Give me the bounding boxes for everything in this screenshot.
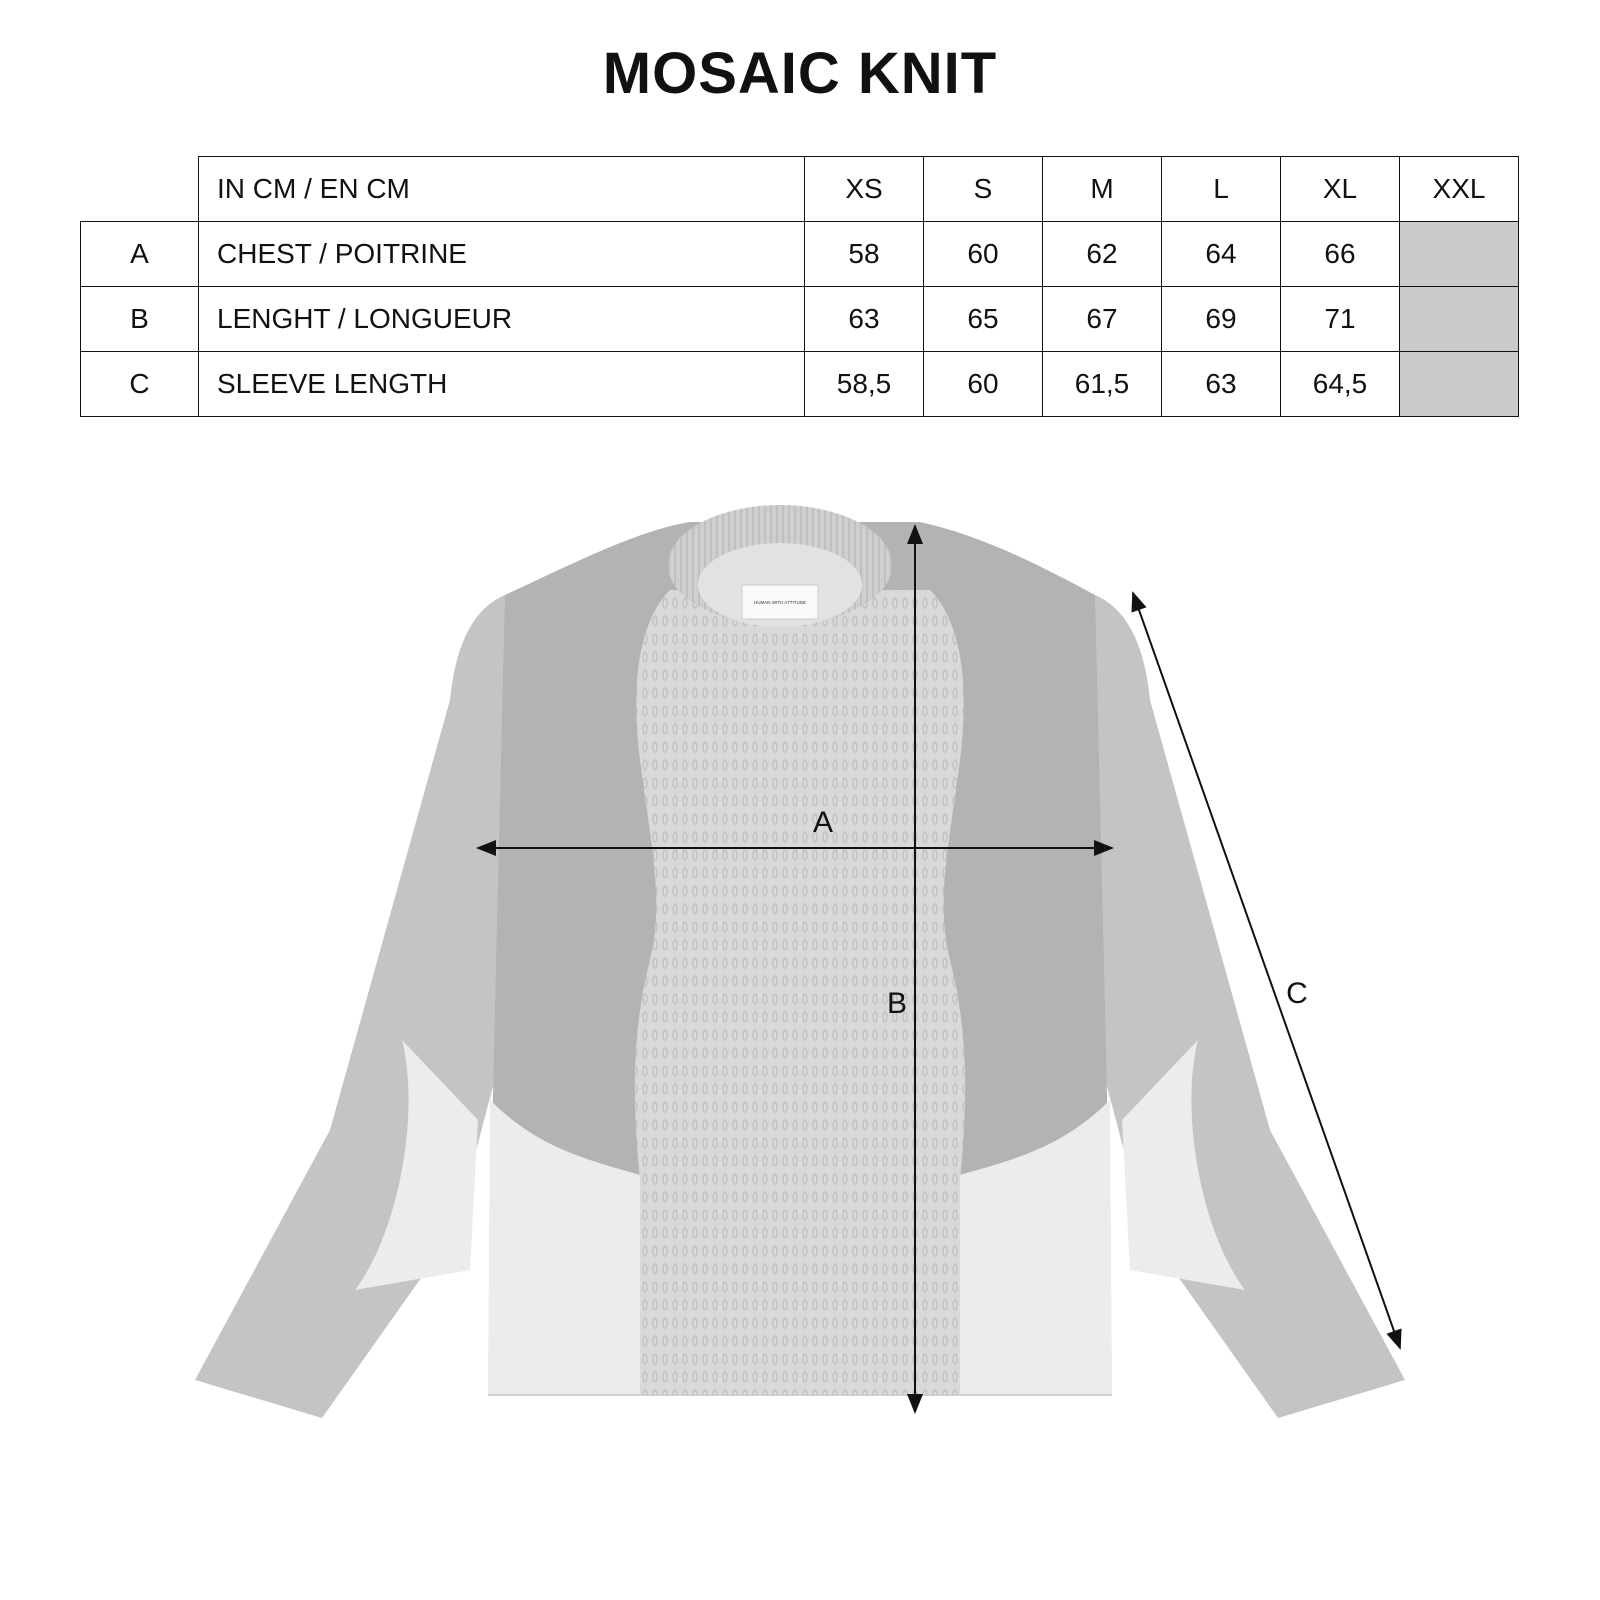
sweater-measurement-diagram [0,480,1600,1480]
size-header-s: S [924,157,1043,222]
row-label: SLEEVE LENGTH [199,352,805,417]
row-code: C [81,352,199,417]
table-cell: 60 [924,352,1043,417]
table-cell: 58 [805,222,924,287]
table-cell: 61,5 [1043,352,1162,417]
measurement-label-a: A [812,806,834,839]
row-code: B [81,287,199,352]
left-sleeve [195,595,505,1418]
size-header-xl: XL [1281,157,1400,222]
table-cell: 62 [1043,222,1162,287]
page-title: MOSAIC KNIT [602,41,998,106]
measurement-label-c: C [1286,977,1308,1010]
table-cell: 65 [924,287,1043,352]
row-label: LENGHT / LONGUEUR [199,287,805,352]
table-corner [81,157,199,222]
row-code: A [81,222,199,287]
table-cell: 67 [1043,287,1162,352]
table-cell: 64,5 [1281,352,1400,417]
neck-label-text: HUMAN WITH ATTITUDE [754,600,806,605]
size-header-xs: XS [805,157,924,222]
table-row [81,352,1519,417]
table-cell: 58,5 [805,352,924,417]
table-cell: 64 [1162,222,1281,287]
measurement-label-b: B [886,987,908,1020]
row-label: CHEST / POITRINE [199,222,805,287]
table-row [81,222,1519,287]
table-cell: 63 [1162,352,1281,417]
size-header-m: M [1043,157,1162,222]
size-header-l: L [1162,157,1281,222]
table-header-row [81,157,1519,222]
size-header-xxl: XXL [1400,157,1519,222]
right-sleeve [1095,595,1405,1418]
table-cell: 60 [924,222,1043,287]
unavailable-cell [1400,352,1519,417]
table-cell: 63 [805,287,924,352]
unit-label: IN CM / EN CM [199,157,805,222]
table-cell: 71 [1281,287,1400,352]
size-chart-table [80,156,1519,417]
table-cell: 69 [1162,287,1281,352]
unavailable-cell [1400,287,1519,352]
table-row [81,287,1519,352]
unavailable-cell [1400,222,1519,287]
table-cell: 66 [1281,222,1400,287]
